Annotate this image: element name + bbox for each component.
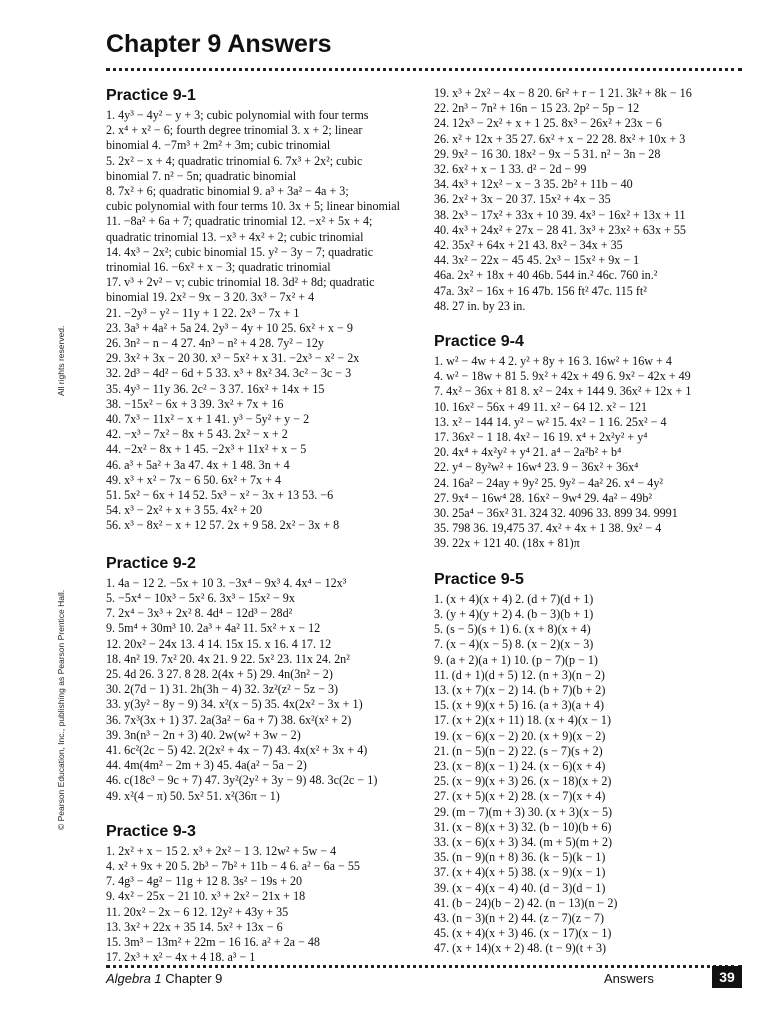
answer-line: 20. 4x⁴ + 4x²y² + y⁴ 21. a⁴ − 2a²b² + b⁴	[434, 445, 622, 460]
answer-line: 43. (n − 3)(n + 2) 44. (z − 7)(z − 7)	[434, 910, 605, 925]
answer-line: 11. 20x² − 2x − 6 12. 12y² + 43y + 35	[106, 904, 289, 919]
answer-line: 30. 25a⁴ − 36x² 31. 324 32. 4096 33. 899 34. 9991	[434, 506, 678, 521]
answer-line: 25. 4d 26. 3 27. 8 28. 2(4x + 5) 29. 4n(3n² − 2)	[106, 666, 333, 681]
footer-section: Answers	[604, 971, 654, 986]
answer-list	[434, 86, 744, 314]
answer-line: quadratic trinomial 13. −x³ + 4x² + 2; cubic trinomial	[106, 229, 364, 244]
answer-line: 22. 2n³ − 7n² + 16n − 15 23. 2p² − 5p − 12	[434, 101, 640, 116]
answer-line: 38. −15x² − 6x + 3 39. 3x² + 7x + 16	[106, 396, 284, 411]
answer-line: 33. y(3y² − 8y − 9) 34. x²(x − 5) 35. 4x(2x² − 3x + 1)	[106, 697, 363, 712]
bottom-dotted-divider	[106, 965, 742, 968]
right-column	[434, 86, 744, 957]
answer-list	[434, 354, 744, 552]
answer-line: 26. 3n² − n − 4 27. 4n³ − n² + 4 28. 7y² − 12y	[106, 336, 324, 351]
answer-line: 13. x² − 144 14. y² − w² 15. 4x² − 1 16. 25x² − 4	[434, 414, 667, 429]
answer-line: 51. 5x² − 6x + 14 52. 5x³ − x² − 3x + 13 53. −6	[106, 488, 334, 503]
answer-line: 22. y⁴ − 8y²w² + 16w⁴ 23. 9 − 36x² + 36x⁴	[434, 460, 639, 475]
answer-line: 19. x³ + 2x² − 4x − 8 20. 6r² + r − 1 21. 3k² + 8k − 16	[434, 86, 692, 100]
answer-list	[106, 844, 414, 966]
footer-book-title	[106, 971, 222, 986]
section-heading: Practice 9-2	[106, 554, 196, 572]
practice-9-5	[434, 570, 744, 957]
answer-line: 19. (x − 6)(x − 2) 20. (x + 9)(x − 2)	[434, 728, 606, 743]
practice-9-3	[106, 822, 414, 966]
answer-line: 48. 27 in. by 23 in.	[434, 298, 526, 313]
answer-line: 47. (x + 14)(x + 2) 48. (t − 9)(t + 3)	[434, 941, 607, 956]
answer-line: 9. (a + 2)(a + 1) 10. (p − 7)(p − 1)	[434, 652, 598, 667]
answer-line: 39. 3n(n³ − 2n + 3) 40. 2w(w² + 3w − 2)	[106, 727, 301, 742]
left-column	[106, 86, 414, 965]
answer-line: 33. (x − 6)(x + 3) 34. (m + 5)(m + 2)	[434, 834, 613, 849]
answer-line: 54. x³ − 2x² + x + 3 55. 4x² + 20	[106, 503, 263, 518]
answer-line: 1. (x + 4)(x + 4) 2. (d + 7)(d + 1)	[434, 591, 594, 606]
answer-line: 39. (x − 4)(x − 4) 40. (d − 3)(d − 1)	[434, 880, 606, 895]
rights-note: All rights reserved.	[56, 325, 66, 396]
answer-line: 13. 3x² + 22x + 35 14. 5x² + 13x − 6	[106, 919, 283, 934]
answer-line: binomial 19. 2x² − 9x − 3 20. 3x³ − 7x² + 4	[106, 290, 315, 305]
answer-line: 5. 2x² − x + 4; quadratic trinomial 6. 7x³ + 2x²; cubic	[106, 153, 363, 168]
answer-line: 9. 5m⁴ + 30m³ 10. 2a³ + 4a² 11. 5x² + x − 12	[106, 621, 321, 636]
top-dotted-divider	[106, 68, 742, 71]
practice-9-2	[106, 554, 414, 804]
answer-line: 31. (x − 8)(x + 3) 32. (b − 10)(b + 6)	[434, 819, 612, 834]
answer-line: 18. 4n² 19. 7x² 20. 4x 21. 9 22. 5x² 23. 11x 24. 2n²	[106, 651, 350, 666]
answer-line: 42. 35x² + 64x + 21 43. 8x² − 34x + 35	[434, 238, 623, 253]
answer-line: 35. 4y³ − 11y 36. 2c² − 3 37. 16x² + 14x + 15	[106, 381, 325, 396]
answer-line: binomial 4. −7m³ + 2m² + 3m; cubic trinomial	[106, 138, 331, 153]
page-title: Chapter 9 Answers	[106, 30, 332, 58]
answer-line: 12. 20x² − 24x 13. 4 14. 15x 15. x 16. 4 17. 12	[106, 636, 332, 651]
practice-9-4	[434, 332, 744, 552]
answer-line: 36. 2x² + 3x − 20 37. 15x² + 4x − 35	[434, 192, 611, 207]
answer-line: 24. 12x³ − 2x² + x + 1 25. 8x³ − 26x² + 23x − 6	[434, 116, 662, 131]
publisher-note: © Pearson Education, Inc., publishing as Pearson Prentice Hall.	[56, 589, 66, 830]
practice-9-3-continued	[434, 86, 744, 314]
answer-line: 17. 36x² − 1 18. 4x² − 16 19. x⁴ + 2x²y² + y⁴	[434, 430, 648, 445]
answer-list	[434, 592, 744, 957]
answer-line: 34. 4x³ + 12x² − x − 3 35. 2b² + 11b − 40	[434, 177, 633, 192]
footer-book-name: Algebra 1	[106, 971, 162, 986]
answer-line: 15. 3m³ − 13m² + 22m − 16 16. a² + 2a − 48	[106, 934, 320, 949]
answer-line: 46a. 2x² + 18x + 40 46b. 544 in.² 46c. 760 in.²	[434, 268, 658, 283]
practice-9-1	[106, 86, 414, 534]
section-heading: Practice 9-3	[106, 822, 196, 840]
answer-line: 14. 4x³ − 2x²; cubic binomial 15. y² − 3y − 7; quadratic	[106, 244, 374, 259]
answer-line: 25. (x − 9)(x + 3) 26. (x − 18)(x + 2)	[434, 774, 612, 789]
answer-line: 27. 9x⁴ − 16w⁴ 28. 16x² − 9w⁴ 29. 4a² − 49b²	[434, 490, 652, 505]
answer-line: 13. (x + 7)(x − 2) 14. (b + 7)(b + 2)	[434, 682, 606, 697]
answer-line: 5. (s − 5)(s + 1) 6. (x + 8)(x + 4)	[434, 622, 591, 637]
answer-line: 36. 7x³(3x + 1) 37. 2a(3a² − 6a + 7) 38. 6x²(x² + 2)	[106, 712, 352, 727]
answer-line: 10. 16x² − 56x + 49 11. x² − 64 12. x² − 121	[434, 399, 648, 414]
answer-line: 41. 6c²(2c − 5) 42. 2(2x² + 4x − 7) 43. 4x(x² + 3x + 4)	[106, 742, 368, 757]
answer-line: 3. (y + 4)(y + 2) 4. (b − 3)(b + 1)	[434, 606, 594, 621]
answer-line: 21. −2y³ − y² − 11y + 1 22. 2x³ − 7x + 1	[106, 305, 300, 320]
answer-line: 15. (x + 9)(x + 5) 16. (a + 3)(a + 4)	[434, 698, 605, 713]
answer-line: 32. 6x² + x − 1 33. d² − 2d − 99	[434, 162, 587, 177]
footer-chapter: Chapter 9	[165, 971, 223, 986]
answer-list	[106, 108, 414, 534]
answer-line: 17. 2x³ + x² − 4x + 4 18. a³ − 1	[106, 950, 256, 965]
answer-line: 17. (x + 2)(x + 11) 18. (x + 4)(x − 1)	[434, 713, 611, 728]
answer-line: cubic polynomial with four terms 10. 3x + 5; linear binomial	[106, 199, 400, 214]
answer-line: 46. c(18c³ − 9c + 7) 47. 3y²(2y² + 3y − 9) 48. 3c(2c − 1)	[106, 773, 378, 788]
answer-line: 44. −2x² − 8x + 1 45. −2x³ + 11x² + x − 5	[106, 442, 307, 457]
answer-line: 11. (d + 1)(d + 5) 12. (n + 3)(n − 2)	[434, 667, 605, 682]
answer-line: 38. 2x³ − 17x² + 33x + 10 39. 4x³ − 16x² + 13x + 11	[434, 207, 686, 222]
answer-line: 11. −8a² + 6a + 7; quadratic trinomial 12. −x² + 5x + 4;	[106, 214, 373, 229]
answer-line: 7. 2x⁴ − 3x³ + 2x² 8. 4d⁴ − 12d³ − 28d²	[106, 606, 293, 621]
answer-line: 49. x²(4 − π) 50. 5x² 51. x²(36π − 1)	[106, 788, 280, 803]
answer-line: 1. 4y³ − 4y² − y + 3; cubic polynomial with four terms	[106, 108, 369, 122]
answer-line: 2. x⁴ + x² − 6; fourth degree trinomial 3. x + 2; linear	[106, 123, 363, 138]
answer-line: 4. x² + 9x + 20 5. 2b³ − 7b² + 11b − 4 6. a² − 6a − 55	[106, 858, 360, 873]
answer-line: 9. 4x² − 25x − 21 10. x³ + 2x² − 21x + 18	[106, 889, 306, 904]
answer-line: 1. 4a − 12 2. −5x + 10 3. −3x⁴ − 9x³ 4. 4x⁴ − 12x³	[106, 575, 347, 590]
answer-line: 24. 16a² − 24ay + 9y² 25. 9y² − 4a² 26. x⁴ − 4y²	[434, 475, 663, 490]
answer-line: 39. 22x + 121 40. (18x + 81)π	[434, 536, 580, 551]
answer-line: 44. 4m(4m² − 2m + 3) 45. 4a(a² − 5a − 2)	[106, 758, 307, 773]
answer-line: 17. v³ + 2v² − v; cubic trinomial 18. 3d² + 8d; quadratic	[106, 275, 375, 290]
answer-line: 49. x³ + x² − 7x − 6 50. 6x² + 7x + 4	[106, 472, 281, 487]
answer-line: 30. 2(7d − 1) 31. 2h(3h − 4) 32. 3z²(z² − 5z − 3)	[106, 682, 339, 697]
answer-list	[106, 576, 414, 804]
answer-line: 37. (x + 4)(x + 5) 38. (x − 9)(x − 1)	[434, 865, 606, 880]
answer-line: 5. −5x⁴ − 10x³ − 5x² 6. 3x³ − 15x² − 9x	[106, 590, 295, 605]
answer-line: 29. 9x² − 16 30. 18x² − 9x − 5 31. n² − 3n − 28	[434, 146, 661, 161]
answer-line: 26. x² + 12x + 35 27. 6x² + x − 22 28. 8x² + 10x + 3	[434, 131, 686, 146]
answer-line: 32. 2d³ − 4d² − 6d + 5 33. x³ + 8x² 34. 3c² − 3c − 3	[106, 366, 352, 381]
answer-line: 46. a³ + 5a² + 3a 47. 4x + 1 48. 3n + 4	[106, 457, 290, 472]
answer-line: 41. (b − 24)(b − 2) 42. (n − 13)(n − 2)	[434, 895, 618, 910]
answer-line: 8. 7x² + 6; quadratic binomial 9. a³ + 3a² − 4a + 3;	[106, 184, 349, 199]
answer-line: 4. w² − 18w + 81 5. 9x² + 42x + 49 6. 9x² − 42x + 49	[434, 369, 691, 384]
answer-line: 44. 3x² − 22x − 45 45. 2x³ − 15x² + 9x − 1	[434, 253, 640, 268]
answer-line: 45. (x + 4)(x + 3) 46. (x − 17)(x − 1)	[434, 926, 612, 941]
answer-line: 23. 3a³ + 4a² + 5a 24. 2y³ − 4y + 10 25. 6x² + x − 9	[106, 320, 353, 335]
answer-line: 56. x³ − 8x² − x + 12 57. 2x + 9 58. 2x² − 3x + 8	[106, 518, 340, 533]
answer-line: 40. 7x³ − 11x² − x + 1 41. y³ − 5y² + y − 2	[106, 412, 310, 427]
answer-line: 35. (n − 9)(n + 8) 36. (k − 5)(k − 1)	[434, 850, 606, 865]
section-heading: Practice 9-4	[434, 333, 524, 351]
answer-line: 29. 3x² + 3x − 20 30. x³ − 5x² + x 31. −2x³ − x² − 2x	[106, 351, 360, 366]
answer-line: trinomial 16. −6x² + x − 3; quadratic trinomial	[106, 260, 331, 275]
answer-line: 23. (x − 8)(x − 1) 24. (x − 6)(x + 4)	[434, 758, 606, 773]
answer-line: 29. (m − 7)(m + 3) 30. (x + 3)(x − 5)	[434, 804, 613, 819]
answer-line: 7. 4x² − 36x + 81 8. x² − 24x + 144 9. 36x² + 12x + 1	[434, 384, 692, 399]
page-number: 39	[712, 966, 742, 988]
answer-line: binomial 7. n² − 5n; quadratic binomial	[106, 168, 297, 183]
answer-line: 7. (x − 4)(x − 5) 8. (x − 2)(x − 3)	[434, 637, 594, 652]
answer-line: 1. 2x² + x − 15 2. x³ + 2x² − 1 3. 12w² + 5w − 4	[106, 843, 337, 858]
answer-line: 47a. 3x² − 16x + 16 47b. 156 ft² 47c. 115 ft²	[434, 283, 647, 298]
answer-line: 1. w² − 4w + 4 2. y² + 8y + 16 3. 16w² + 16w + 4	[434, 354, 672, 369]
answer-line: 35. 798 36. 19,475 37. 4x² + 4x + 1 38. 9x² − 4	[434, 521, 662, 536]
answer-line: 27. (x + 5)(x + 2) 28. (x − 7)(x + 4)	[434, 789, 606, 804]
section-heading: Practice 9-1	[106, 87, 196, 104]
answer-line: 42. −x³ − 7x² − 8x + 5 43. 2x² − x + 2	[106, 427, 288, 442]
answer-line: 40. 4x³ + 24x² + 27x − 28 41. 3x³ + 23x² + 63x + 55	[434, 222, 686, 237]
answer-line: 21. (n − 5)(n − 2) 22. (s − 7)(s + 2)	[434, 743, 603, 758]
section-heading: Practice 9-5	[434, 570, 524, 588]
answer-line: 7. 4g³ − 4g² − 11g + 12 8. 3s² − 19s + 20	[106, 874, 303, 889]
